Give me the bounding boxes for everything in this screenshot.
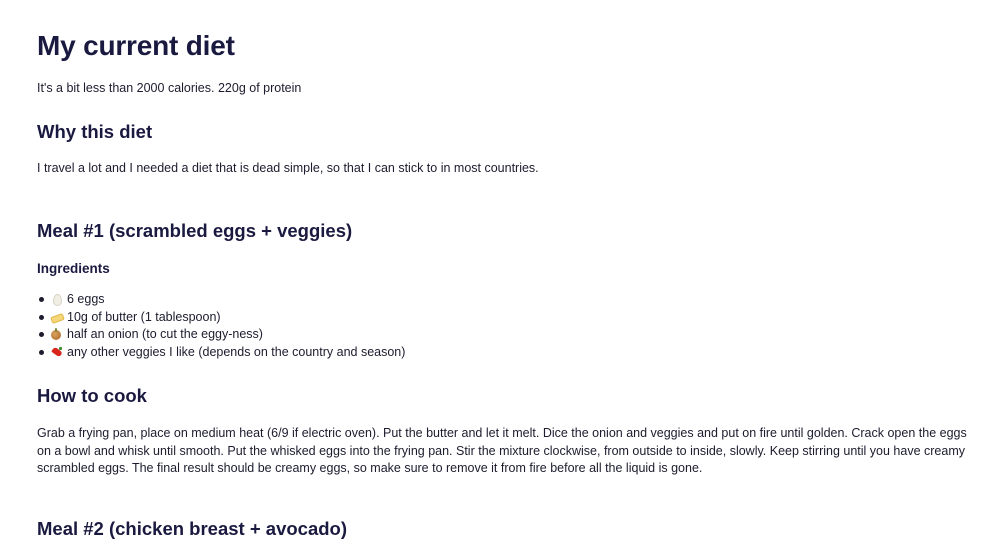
bullet [39,297,44,302]
meal2-heading: Meal #2 (chicken breast + avocado) [37,518,348,539]
bullet [39,332,44,337]
how-to-cook-heading: How to cook [37,385,147,406]
ingredient-text: any other veggies I like (depends on the country and season) [67,344,406,359]
why-text: I travel a lot and I needed a diet that is dead simple, so that I can stick to in most countries. [37,161,539,175]
bullet [39,350,44,355]
ingredients-heading: Ingredients [37,261,110,276]
butter-icon [50,311,63,324]
list-item [37,291,405,309]
why-heading: Why this diet [37,121,153,142]
bullet [39,315,44,320]
page-title: My current diet [37,30,235,61]
how-to-cook-text: Grab a frying pan, place on medium heat (6/9 if electric oven). Put the butter and let it melt. Dice the onion and veggies and put on fire until golden. Crack open the eggs on a bowl and whisk until smooth. Put the whisked eggs into the frying pan. Stir the mixture clockwise, from outside to inside, slowly. Keep stirring until you have creamy scrambled eggs. The final result should be creamy eggs, so make sure to remove it from fire before all the liquid is gone. [37,426,967,475]
list-item [37,326,405,344]
egg-icon [50,293,63,306]
intro-text: It's a bit less than 2000 calories. 220g of protein [37,81,302,95]
ingredient-text: 10g of butter (1 tablespoon) [67,309,221,324]
ingredient-text: 6 eggs [67,292,105,306]
ingredients-list [37,291,405,361]
hot-pepper-icon [50,346,63,359]
list-item [37,309,405,327]
list-item [37,344,405,362]
meal1-heading: Meal #1 (scrambled eggs + veggies) [37,220,353,241]
onion-icon [50,328,63,341]
ingredient-text: half an onion (to cut the eggy-ness) [67,327,263,341]
